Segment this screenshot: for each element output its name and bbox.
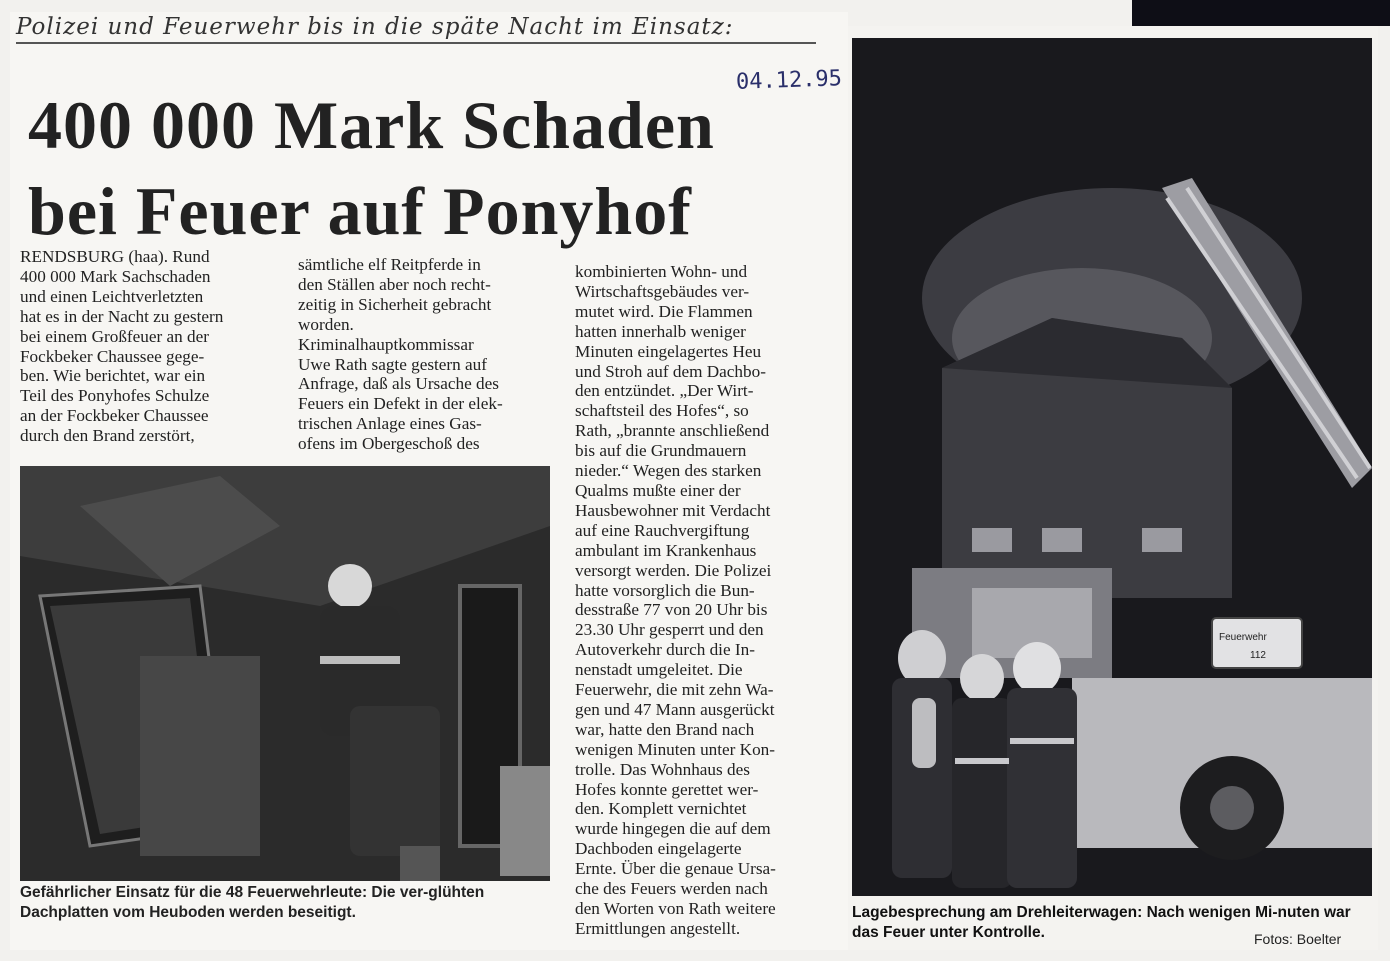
article-column-1: RENDSBURG (haa). Rund 400 000 Mark Sachschaden und einen Leichtverletzten hat es in der Nacht zu gestern bei einem Großfeuer an der Fockbeker Chaussee gege- ben. Wie berichtet, war ein Teil des Ponyhofes Schulze an der Fockbeker Chaussee durch den Brand zerstört,: [20, 247, 224, 446]
handwritten-date: 04.12.95: [735, 66, 843, 95]
photo-firefighter-attic: [20, 466, 550, 881]
article-column-2: sämtliche elf Reitpferde in den Ställen aber noch recht- zeitig in Sicherheit gebracht worden. Kriminalhauptkommissar Uwe Rath sagte gestern auf Anfrage, daß als Ursache des Feuers ein Defekt in der elek- trischen Anlage eines Gas- ofens im Obergeschoß des: [298, 255, 503, 454]
truck-label-text: Feuerwehr: [1219, 632, 1267, 643]
scanner-edge: [1132, 0, 1390, 26]
firefighter-photo-illustration: [20, 466, 550, 881]
ladder-truck-photo-illustration: [852, 38, 1372, 896]
photo-turntable-ladder: [852, 38, 1372, 896]
article-kicker: Polizei und Feuerwehr bis in die späte Nacht im Einsatz:: [16, 14, 816, 44]
article-headline: [28, 82, 828, 254]
article-column-3: kombinierten Wohn- und Wirtschaftsgebäudes ver- mutet wird. Die Flammen hatten innerhalb weniger Minuten eingelagertes Heu und Stroh auf dem Dachbo- den entzündet. „Der Wirt- schaftsteil des Hofes“, so Rath, „brannte anschließend bis auf die Grundmauern nieder.“ Wegen des starken Qualms mußte einer der Hausbewohner mit Verdacht auf eine Rauchvergiftung ambulant im Krankenhaus versorgt werden. Die Polizei hatte vorsorglich die Bun- desstraße 77 von 20 Uhr bis 23.30 Uhr gesperrt und den Autoverkehr durch die In- nenstadt umgeleitet. Die Feuerwehr, die mit zehn Wa- gen und 47 Mann ausgerückt war, hatte den Brand nach wenigen Minuten unter Kon- trolle. Das Wohnhaus des Hofes konnte gerettet wer- den. Komplett vernichtet wurde hingegen die auf dem Dachboden eingelagerte Ernte. Über die genaue Ursa- che des Feuers werden nach den Worten von Rath weitere Ermittlungen angestellt.: [575, 262, 776, 938]
truck-number-text: 112: [1250, 650, 1266, 661]
photo-credit: Fotos: Boelter: [1254, 931, 1342, 947]
photo1-caption: Gefährlicher Einsatz für die 48 Feuerwehrleute: Die ver-glühten Dachplatten vom Heuboden werden beseitigt.: [20, 884, 485, 921]
photo2-caption: Lagebesprechung am Drehleiterwagen: Nach wenigen Mi-nuten war das Feuer unter Kontrolle.: [852, 904, 1351, 941]
headline-line-1: 400 000 Mark Schaden: [28, 87, 715, 163]
headline-line-2: bei Feuer auf Ponyhof: [28, 173, 692, 249]
